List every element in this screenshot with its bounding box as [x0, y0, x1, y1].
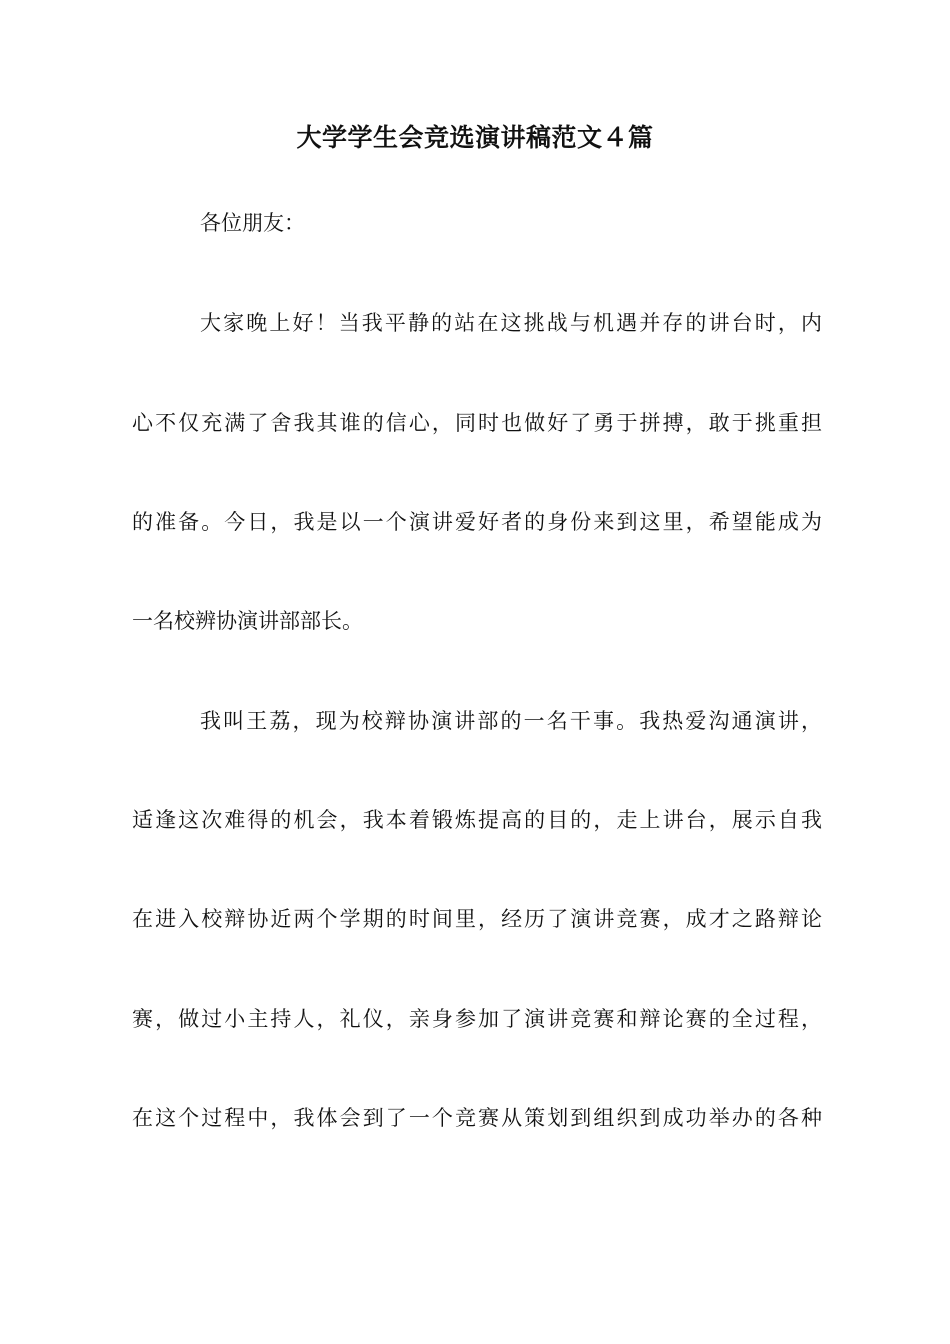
salutation-line: 各位朋友：: [200, 211, 305, 235]
paragraph-line: 的准备。今日，我是以一个演讲爱好者的身份来到这里，希望能成为: [132, 510, 822, 534]
document-title: 大学学生会竞选演讲稿范文４篇: [296, 123, 654, 152]
paragraph-line: 适逢这次难得的机会，我本着锻炼提高的目的，走上讲台，展示自我: [132, 808, 822, 832]
paragraph-line: 大家晚上好！当我平静的站在这挑战与机遇并存的讲台时，内: [200, 311, 822, 335]
paragraph-line: 在进入校辩协近两个学期的时间里，经历了演讲竞赛，成才之路辩论: [132, 907, 822, 931]
paragraph-line: 赛，做过小主持人，礼仪，亲身参加了演讲竞赛和辩论赛的全过程，: [132, 1007, 822, 1031]
paragraph-line: 心不仅充满了舍我其谁的信心，同时也做好了勇于拼搏，敢于挑重担: [132, 411, 822, 435]
paragraph-line: 我叫王荔，现为校辩协演讲部的一名干事。我热爱沟通演讲，: [200, 709, 822, 733]
paragraph-line: 一名校辨协演讲部部长。: [132, 609, 363, 633]
paragraph-line: 在这个过程中，我体会到了一个竞赛从策划到组织到成功举办的各种: [132, 1106, 822, 1130]
